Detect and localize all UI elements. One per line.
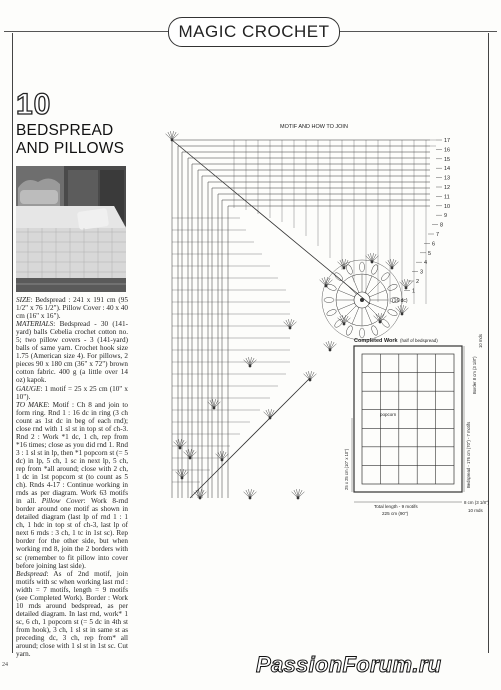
size-body: : Bedspread : 241 x 191 cm (95 1/2" x 76 1/2"). Pillow Cover : 40 x 40 cm (16" x 16"). bbox=[16, 296, 128, 321]
round-number-label: 8 bbox=[440, 222, 444, 229]
size-label: SIZE bbox=[16, 296, 31, 304]
round-number-label: 5 bbox=[428, 250, 432, 257]
bedroom-photo-image bbox=[16, 166, 126, 292]
round-number-label: 12 bbox=[444, 185, 451, 191]
magazine-title: MAGIC CROCHET bbox=[178, 22, 330, 41]
materials-body: : Bedspread - 30 (141-yard) balls Cebelia crochet cotton no. 5; two pillow covers - 3 (141-yard) balls of same yarn. Crochet hook size 1.75 (American size 4). For pillows, 2 pieces 90 x 180 cm (36" x 72") brown cotton fabric. 400 g (a little over 14 oz) kapok. bbox=[16, 320, 128, 385]
pattern-title bbox=[16, 122, 124, 158]
popcorn-label: popcorn bbox=[380, 412, 397, 417]
ring-label: (16 dc) bbox=[392, 298, 408, 304]
page-number: 24 bbox=[2, 662, 8, 668]
round-number-label: 10 bbox=[444, 203, 451, 210]
round-number-label: 2 bbox=[416, 279, 420, 285]
bedspread-length-label: Bedspread - 176 cm (70") - 7 motifs bbox=[466, 421, 471, 488]
completed-subtitle: (half of bedspread) bbox=[400, 338, 438, 343]
bedspread-paragraph bbox=[16, 570, 128, 659]
round-number-label: 6 bbox=[432, 241, 436, 248]
round-number-label: 11 bbox=[444, 194, 450, 201]
round-number-label: 13 bbox=[444, 175, 451, 182]
round-number-label: 4 bbox=[424, 260, 428, 267]
completed-title: Completed Work bbox=[354, 338, 398, 344]
round-number-label: 15 bbox=[444, 156, 451, 163]
round-number-label: 3 bbox=[420, 269, 424, 276]
tomake-body: : Motif : Ch 8 and join to form ring. Rnd 1 : 16 dc in ring (3 ch count as 1st dc in beg of each rnd); close rnd with 1 sl st in top st of ch-3. Rnd 2 : Work *1 dc, 1 ch, rep from *16 times; close as you did rnd 1. Rnd 3 : 1 sl st in lp, then *1 popcorn st (= 5 dc) in lp, 5 ch, 1 sc in next lp, 5 ch, rep from *all around; close with 2 ch, 1 dc in 1st popcorn st (to count as 5 ch). Rnds 4-17 : Continue working in rnds as per diagram. Work 63 motifs in all. bbox=[16, 400, 128, 506]
pattern-title-line1: BEDSPREAD bbox=[16, 122, 114, 139]
round-number-label: 16 bbox=[444, 147, 451, 154]
header-banner bbox=[168, 17, 340, 47]
motif-size-label: 25 x 25 cm (10" x 10") bbox=[344, 448, 349, 490]
bedspread-label: Bedspread bbox=[16, 569, 47, 578]
round-number-label: 14 bbox=[444, 166, 451, 173]
total-cm-label: 225 cm (90") bbox=[382, 511, 409, 516]
materials-label: MATERIALS bbox=[16, 320, 54, 329]
gauge-body: : 1 motif = 25 x 25 cm (10" x 10"). bbox=[16, 384, 128, 401]
crochet-chart-svg bbox=[130, 118, 490, 638]
round-number-label: 17 bbox=[444, 138, 451, 144]
total-length-label: Total length - 9 motifs bbox=[374, 504, 418, 509]
site-watermark: PassionForum.ru bbox=[256, 652, 442, 677]
pillow-body: : Work 8-rnd border around one motif as shown in detailed diagram (last lp of rnd 1 : 1 ch, 1 hdc in top st of ch-3, last lp of next 6 rnds : 3 ch, 1 tc in 1st sc). Rep border for the other side, but when working rnd 8, join the 2 borders with sc (remember to fit pillow into cover before joining last side). bbox=[16, 497, 128, 570]
pattern-title-line2: AND PILLOWS bbox=[16, 140, 125, 157]
round-number-label: 9 bbox=[444, 213, 448, 220]
pattern-number: 10 bbox=[16, 88, 52, 121]
tomake-label: TO MAKE bbox=[16, 400, 48, 409]
gauge-label: GAUGE bbox=[16, 384, 41, 393]
border-note-label: Border 8 cm (3 1/8") bbox=[472, 356, 477, 394]
bedspread-photo bbox=[16, 166, 126, 292]
size-paragraph bbox=[16, 296, 128, 320]
instructions-text bbox=[16, 296, 128, 658]
materials-paragraph bbox=[16, 320, 128, 384]
round-number-label: 7 bbox=[436, 232, 440, 238]
border-bottom-label: 8 cm (3 1/8") bbox=[464, 500, 489, 505]
bedspread-body: : As of 2nd motif, join motifs with sc when working last rnd : width = 7 motifs, length = 9 motifs (see Completed Work). Border : Work 10 rnds around bedspread, as per detailed diagram. In last rnd, work* 1 sc, 6 ch, 1 popcorn st (= 5 dc in 4th st from hook), 3 ch, 1 sl st in same st as preceding dc, 3 ch, rep from* all around; close with 1 sl st in 1st sc. Cut yarn. bbox=[16, 569, 128, 659]
tomake-paragraph bbox=[16, 401, 128, 570]
gauge-paragraph bbox=[16, 385, 128, 401]
round-number-label: 1 bbox=[412, 288, 416, 295]
crochet-diagram bbox=[130, 118, 490, 643]
rnds-10-label: 10 rnds bbox=[478, 334, 483, 348]
diagram-title: MOTIF AND HOW TO JOIN bbox=[280, 124, 348, 130]
border-rnds-label: 10 rnds bbox=[468, 508, 483, 513]
pillow-label: Pillow Cover bbox=[41, 497, 84, 506]
